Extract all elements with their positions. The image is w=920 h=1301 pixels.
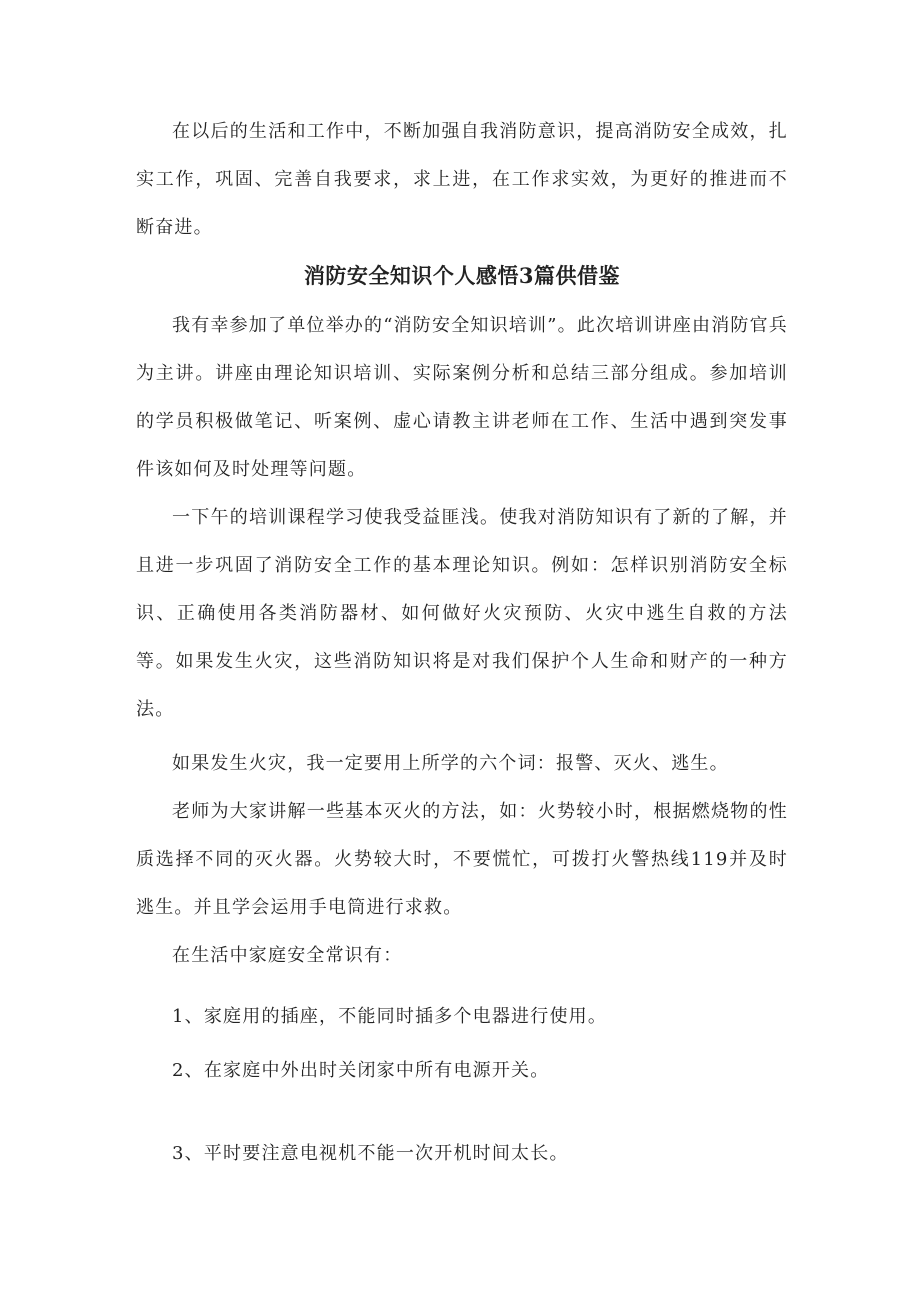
body-paragraph-2: 一下午的培训课程学习使我受益匪浅。使我对消防知识有了新的了解，并且进一步巩固了消防安全工作的基本理论知识。例如：怎样识别消防安全标识、正确使用各类消防器材、如何做好火灾预防、火灾中逃生自救的方法等。如果发生火灾，这些消防知识将是对我们保护个人生命和财产的一种方法。 xyxy=(136,507,788,720)
list-item-2: 2、在家庭中外出时关闭家中所有电源开关。 xyxy=(172,1060,550,1081)
body-paragraph-4: 老师为大家讲解一些基本灭火的方法，如：火势较小时，根据燃烧物的性质选择不同的灭火器。火势较大时，不要慌忙，可拨打火警热线119并及时逃生。并且学会运用手电筒进行求救。 xyxy=(136,801,788,918)
list-item-1: 1、家庭用的插座，不能同时插多个电器进行使用。 xyxy=(172,1006,608,1027)
body-paragraph-3: 如果发生火灾，我一定要用上所学的六个词：报警、灭火、逃生。 xyxy=(172,753,729,774)
intro-paragraph: 在以后的生活和工作中，不断加强自我消防意识，提高消防安全成效，扎实工作，巩固、完善自我要求，求上进，在工作求实效，为更好的推进而不断奋进。 xyxy=(136,121,788,238)
article-title: 消防安全知识个人感悟3篇供借鉴 xyxy=(303,263,621,288)
list-item-3: 3、平时要注意电视机不能一次开机时间太长。 xyxy=(172,1143,569,1164)
body-paragraph-5: 在生活中家庭安全常识有： xyxy=(172,945,403,966)
body-paragraph-1: 我有幸参加了单位举办的“消防安全知识培训”。此次培训讲座由消防官兵为主讲。讲座由理论知识培训、实际案例分析和总结三部分组成。参加培训的学员积极做笔记、听案例、虚心请教主讲老师在工作、生活中遇到突发事件该如何及时处理等问题。 xyxy=(136,315,789,480)
